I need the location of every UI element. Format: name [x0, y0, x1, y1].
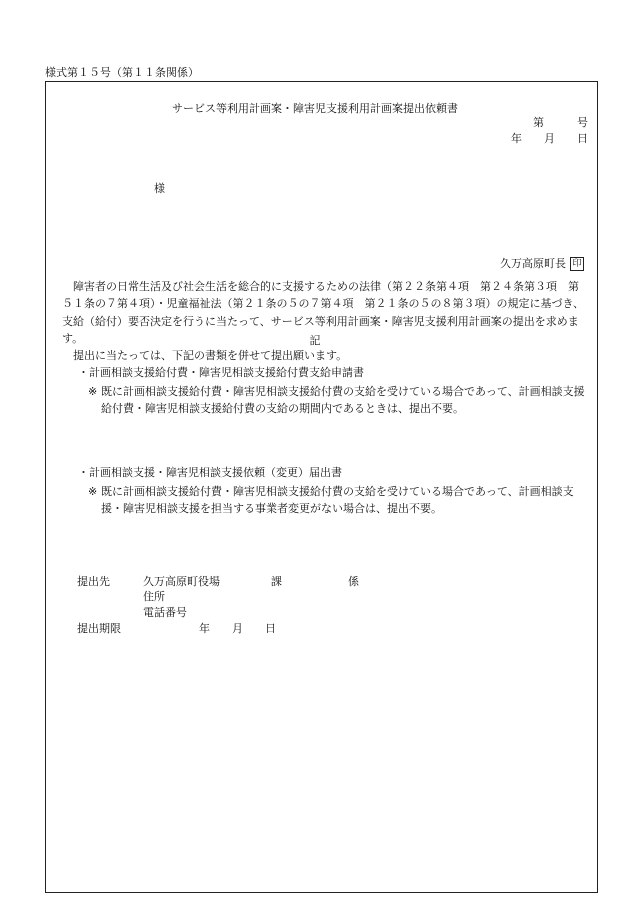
deadline-date: 年 月 日	[199, 622, 276, 635]
document-title: サービス等利用計画案・障害児支援利用計画案提出依頼書	[172, 102, 458, 115]
address-label: 住所	[143, 590, 165, 603]
seal-mark: 印	[570, 257, 584, 271]
required-document-note	[88, 383, 590, 418]
issuer-name: 久万高原町長	[500, 257, 566, 270]
body-paragraph: 提出に当たっては、下記の書類を併せて提出願います。	[73, 349, 348, 363]
body-paragraph: 障害者の日常生活及び社会生活を総合的に支援するための法律（第２２条第４項 第２４条第３項 第５１条の７第４項）・児童福祉法（第２１条の５の７第４項 第２１条の５の８第３項）の規定に基づき、支給（給付）要否決定を行うに当たって、サービス等利用計画案・障害児支援利用計画案の提出を求めます。	[62, 280, 585, 345]
deadline-label: 提出期限	[77, 622, 121, 635]
note-mark: ※	[88, 485, 98, 498]
document-date-line: 年 月 日	[511, 132, 588, 145]
body-text	[62, 278, 589, 364]
phone-label: 電話番号	[143, 606, 187, 619]
destination-label: 提出先	[77, 575, 110, 588]
destination-office: 久万高原町役場	[143, 575, 220, 588]
issuer-block	[500, 257, 584, 271]
section-label: 課	[271, 575, 282, 588]
note-text: 既に計画相談支援給付費・障害児相談支援給付費の支給を受けている場合であって、計画相談支援給付費・障害児相談支援給付費の支給の期間内であるときは、提出不要。	[101, 385, 585, 416]
required-document-note	[88, 483, 590, 518]
recipient-honorific: 様	[154, 182, 165, 195]
form-number-label: 様式第１５号（第１１条関係）	[45, 66, 199, 79]
document-number-line: 第 号	[533, 116, 588, 129]
subsection-label: 係	[348, 575, 359, 588]
required-document-heading: ・計画相談支援・障害児相談支援依頼（変更）届出書	[78, 466, 342, 479]
note-mark: ※	[88, 385, 98, 398]
ki-heading: 記	[309, 334, 321, 347]
required-document-heading: ・計画相談支援給付費・障害児相談支援給付費支給申請書	[78, 366, 364, 379]
note-text: 既に計画相談支援給付費・障害児相談支援給付費の支給を受けている場合であって、計画相談支援・障害児相談支援を担当する事業者変更がない場合は、提出不要。	[101, 485, 574, 516]
